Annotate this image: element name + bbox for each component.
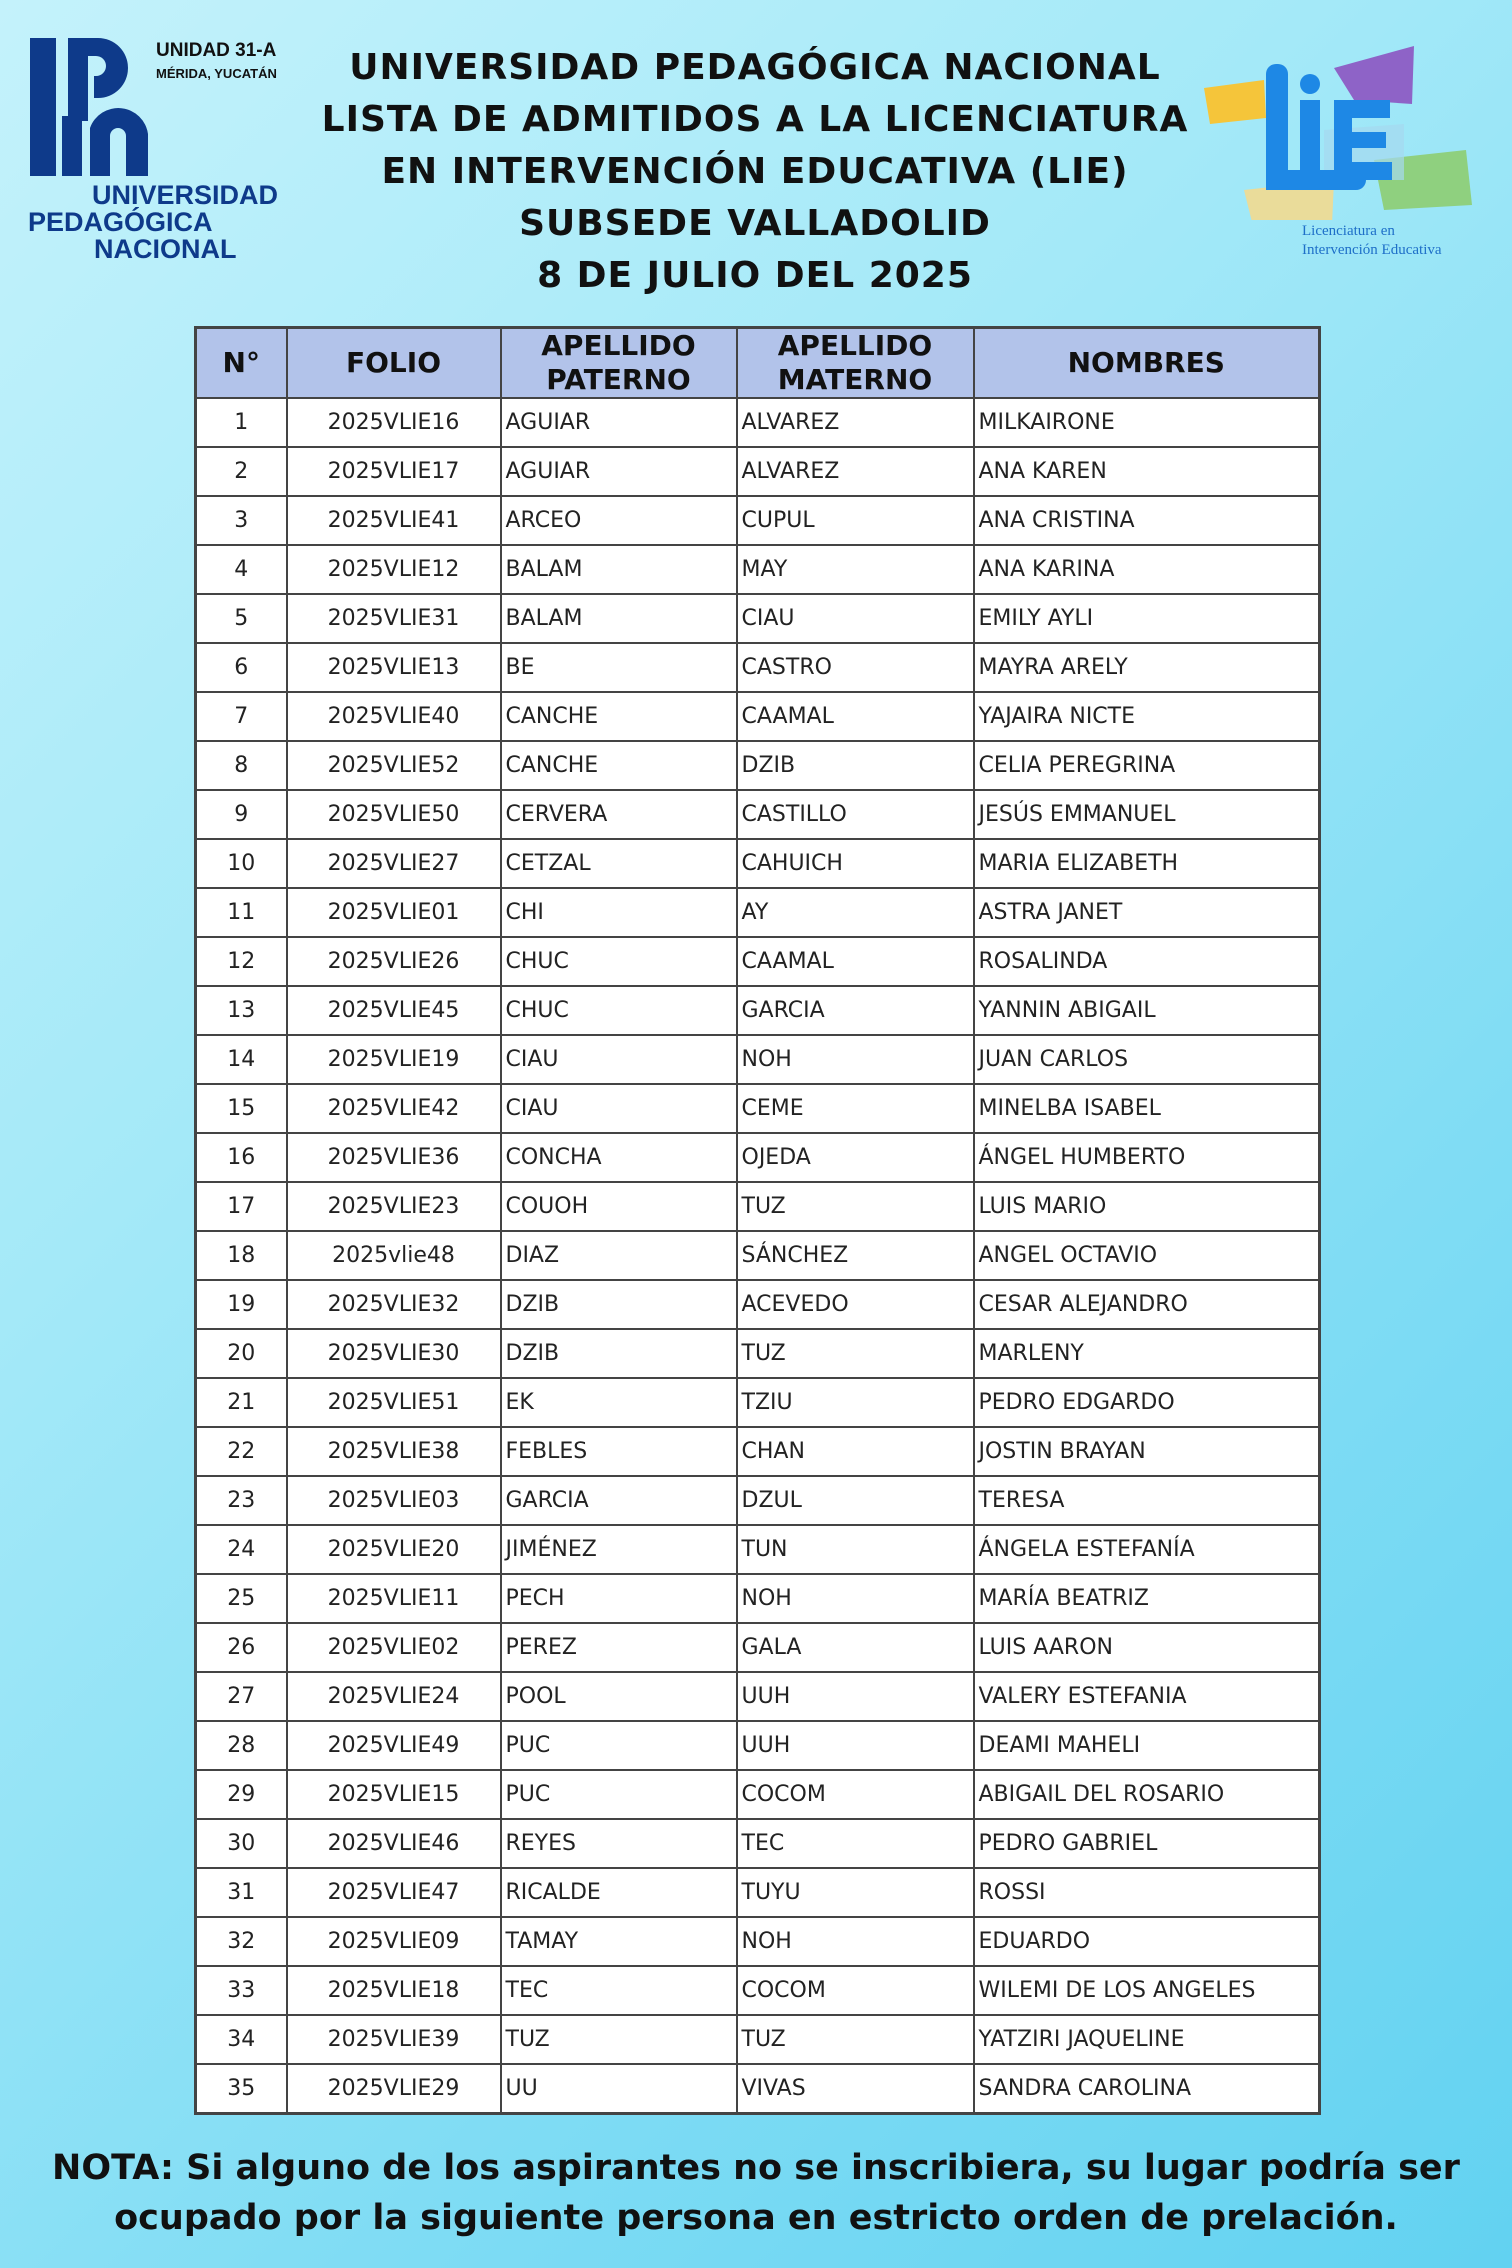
cell-number: 11 [196, 888, 287, 937]
cell-apellido-materno: GALA [737, 1623, 974, 1672]
cell-nombres: JOSTIN BRAYAN [974, 1427, 1320, 1476]
cell-apellido-materno: ALVAREZ [737, 447, 974, 496]
cell-apellido-paterno: AGUIAR [501, 447, 737, 496]
cell-folio: 2025VLIE09 [287, 1917, 501, 1966]
cell-apellido-paterno: PEREZ [501, 1623, 737, 1672]
table-row [196, 1084, 1320, 1133]
cell-number: 2 [196, 447, 287, 496]
upn-name-line: NACIONAL [94, 234, 237, 264]
cell-number: 3 [196, 496, 287, 545]
cell-apellido-materno: CASTRO [737, 643, 974, 692]
cell-folio: 2025VLIE38 [287, 1427, 501, 1476]
cell-number: 30 [196, 1819, 287, 1868]
table-row [196, 1231, 1320, 1280]
cell-nombres: PEDRO EDGARDO [974, 1378, 1320, 1427]
cell-folio: 2025VLIE36 [287, 1133, 501, 1182]
cell-nombres: ÁNGELA ESTEFANÍA [974, 1525, 1320, 1574]
cell-nombres: ÁNGEL HUMBERTO [974, 1133, 1320, 1182]
cell-folio: 2025VLIE41 [287, 496, 501, 545]
cell-apellido-paterno: JIMÉNEZ [501, 1525, 737, 1574]
cell-apellido-materno: CHAN [737, 1427, 974, 1476]
column-header-nombres: NOMBRES [974, 328, 1320, 399]
admitted-table [194, 326, 1321, 2115]
cell-number: 33 [196, 1966, 287, 2015]
cell-apellido-paterno: CHUC [501, 937, 737, 986]
table-row [196, 594, 1320, 643]
cell-nombres: ANA KARINA [974, 545, 1320, 594]
cell-nombres: VALERY ESTEFANIA [974, 1672, 1320, 1721]
table-row [196, 888, 1320, 937]
cell-number: 34 [196, 2015, 287, 2064]
cell-apellido-materno: NOH [737, 1917, 974, 1966]
cell-folio: 2025VLIE19 [287, 1035, 501, 1084]
cell-apellido-materno: TUYU [737, 1868, 974, 1917]
cell-number: 31 [196, 1868, 287, 1917]
column-header-apellido-paterno: APELLIDO PATERNO [501, 328, 737, 399]
cell-folio: 2025VLIE01 [287, 888, 501, 937]
cell-folio: 2025VLIE45 [287, 986, 501, 1035]
cell-apellido-materno: UUH [737, 1721, 974, 1770]
cell-folio: 2025VLIE24 [287, 1672, 501, 1721]
cell-apellido-materno: TUZ [737, 1182, 974, 1231]
cell-number: 12 [196, 937, 287, 986]
cell-folio: 2025VLIE02 [287, 1623, 501, 1672]
cell-folio: 2025VLIE20 [287, 1525, 501, 1574]
cell-apellido-paterno: CONCHA [501, 1133, 737, 1182]
footer-note [0, 2143, 1512, 2243]
cell-number: 23 [196, 1476, 287, 1525]
cell-apellido-paterno: CETZAL [501, 839, 737, 888]
table-row [196, 447, 1320, 496]
cell-apellido-paterno: CHI [501, 888, 737, 937]
cell-apellido-materno: NOH [737, 1574, 974, 1623]
cell-number: 7 [196, 692, 287, 741]
cell-folio: 2025VLIE32 [287, 1280, 501, 1329]
cell-apellido-paterno: TEC [501, 1966, 737, 2015]
cell-apellido-materno: CIAU [737, 594, 974, 643]
table-row [196, 692, 1320, 741]
cell-apellido-materno: NOH [737, 1035, 974, 1084]
upn-name-line: PEDAGÓGICA [28, 207, 213, 237]
cell-apellido-paterno: BALAM [501, 594, 737, 643]
note-line: NOTA: Si alguno de los aspirantes no se inscribiera, su lugar podría ser [52, 2148, 1460, 2188]
table-row [196, 1476, 1320, 1525]
cell-apellido-materno: COCOM [737, 1770, 974, 1819]
cell-folio: 2025VLIE42 [287, 1084, 501, 1133]
cell-folio: 2025VLIE13 [287, 643, 501, 692]
table-row [196, 398, 1320, 447]
cell-number: 6 [196, 643, 287, 692]
cell-apellido-materno: CUPUL [737, 496, 974, 545]
upn-unit-label: UNIDAD 31-A [156, 40, 277, 61]
cell-apellido-paterno: RICALDE [501, 1868, 737, 1917]
table-row [196, 2064, 1320, 2114]
cell-number: 14 [196, 1035, 287, 1084]
upn-name-line: UNIVERSIDAD [92, 180, 279, 210]
cell-folio: 2025VLIE39 [287, 2015, 501, 2064]
lie-logo-mark [1204, 40, 1474, 220]
cell-apellido-materno: GARCIA [737, 986, 974, 1035]
cell-nombres: ROSSI [974, 1868, 1320, 1917]
cell-number: 10 [196, 839, 287, 888]
cell-number: 21 [196, 1378, 287, 1427]
cell-apellido-paterno: COUOH [501, 1182, 737, 1231]
title-line: 8 DE JULIO DEL 2025 [537, 255, 973, 296]
cell-number: 13 [196, 986, 287, 1035]
cell-number: 16 [196, 1133, 287, 1182]
cell-apellido-paterno: DZIB [501, 1280, 737, 1329]
cell-nombres: JUAN CARLOS [974, 1035, 1320, 1084]
cell-nombres: EMILY AYLI [974, 594, 1320, 643]
page-title [300, 42, 1210, 302]
cell-apellido-paterno: GARCIA [501, 1476, 737, 1525]
cell-folio: 2025VLIE23 [287, 1182, 501, 1231]
cell-number: 29 [196, 1770, 287, 1819]
cell-folio: 2025VLIE50 [287, 790, 501, 839]
cell-apellido-materno: DZIB [737, 741, 974, 790]
cell-nombres: ANA CRISTINA [974, 496, 1320, 545]
cell-apellido-materno: TUZ [737, 1329, 974, 1378]
cell-apellido-materno: SÁNCHEZ [737, 1231, 974, 1280]
cell-number: 35 [196, 2064, 287, 2114]
title-line: LISTA DE ADMITIDOS A LA LICENCIATURA [321, 99, 1189, 140]
cell-nombres: ROSALINDA [974, 937, 1320, 986]
table-row [196, 986, 1320, 1035]
cell-apellido-paterno: UU [501, 2064, 737, 2114]
cell-apellido-materno: TEC [737, 1819, 974, 1868]
cell-nombres: DEAMI MAHELI [974, 1721, 1320, 1770]
cell-apellido-materno: VIVAS [737, 2064, 974, 2114]
cell-nombres: YAJAIRA NICTE [974, 692, 1320, 741]
cell-apellido-paterno: FEBLES [501, 1427, 737, 1476]
cell-number: 22 [196, 1427, 287, 1476]
table-row [196, 1574, 1320, 1623]
cell-folio: 2025vlie48 [287, 1231, 501, 1280]
cell-apellido-materno: CEME [737, 1084, 974, 1133]
table-row [196, 1721, 1320, 1770]
cell-nombres: WILEMI DE LOS ANGELES [974, 1966, 1320, 2015]
column-header-number: N° [196, 328, 287, 399]
cell-number: 1 [196, 398, 287, 447]
table-row [196, 1182, 1320, 1231]
cell-nombres: MINELBA ISABEL [974, 1084, 1320, 1133]
cell-apellido-materno: TUN [737, 1525, 974, 1574]
cell-nombres: LUIS AARON [974, 1623, 1320, 1672]
table-row [196, 741, 1320, 790]
cell-apellido-materno: ALVAREZ [737, 398, 974, 447]
cell-apellido-materno: MAY [737, 545, 974, 594]
table-row [196, 1672, 1320, 1721]
cell-number: 28 [196, 1721, 287, 1770]
table-row [196, 790, 1320, 839]
table-row [196, 1427, 1320, 1476]
table-row [196, 1819, 1320, 1868]
upn-city-label: MÉRIDA, YUCATÁN [156, 66, 277, 81]
cell-apellido-paterno: DZIB [501, 1329, 737, 1378]
cell-number: 17 [196, 1182, 287, 1231]
cell-folio: 2025VLIE40 [287, 692, 501, 741]
cell-nombres: MARLENY [974, 1329, 1320, 1378]
lie-caption: Licenciatura en [1302, 223, 1395, 239]
cell-folio: 2025VLIE15 [287, 1770, 501, 1819]
cell-apellido-paterno: CERVERA [501, 790, 737, 839]
table-row [196, 643, 1320, 692]
cell-nombres: MARIA ELIZABETH [974, 839, 1320, 888]
table-row [196, 1280, 1320, 1329]
cell-apellido-paterno: TUZ [501, 2015, 737, 2064]
note-line: ocupado por la siguiente persona en estricto orden de prelación. [114, 2198, 1398, 2238]
title-line: SUBSEDE VALLADOLID [519, 203, 991, 244]
table-row [196, 496, 1320, 545]
table-header-row [196, 328, 1320, 399]
cell-number: 27 [196, 1672, 287, 1721]
cell-folio: 2025VLIE47 [287, 1868, 501, 1917]
cell-folio: 2025VLIE31 [287, 594, 501, 643]
lie-logo [1204, 40, 1474, 270]
cell-nombres: ANA KAREN [974, 447, 1320, 496]
cell-apellido-paterno: CIAU [501, 1084, 737, 1133]
cell-nombres: LUIS MARIO [974, 1182, 1320, 1231]
cell-folio: 2025VLIE03 [287, 1476, 501, 1525]
cell-apellido-materno: AY [737, 888, 974, 937]
cell-apellido-materno: CAHUICH [737, 839, 974, 888]
table-row [196, 1917, 1320, 1966]
table-row [196, 1329, 1320, 1378]
cell-nombres: TERESA [974, 1476, 1320, 1525]
column-header-folio: FOLIO [287, 328, 501, 399]
cell-apellido-paterno: AGUIAR [501, 398, 737, 447]
cell-folio: 2025VLIE52 [287, 741, 501, 790]
cell-apellido-materno: OJEDA [737, 1133, 974, 1182]
cell-apellido-paterno: PECH [501, 1574, 737, 1623]
cell-apellido-paterno: PUC [501, 1721, 737, 1770]
cell-nombres: PEDRO GABRIEL [974, 1819, 1320, 1868]
cell-number: 4 [196, 545, 287, 594]
cell-apellido-paterno: CANCHE [501, 692, 737, 741]
cell-apellido-materno: CAAMAL [737, 937, 974, 986]
lie-caption: Intervención Educativa [1302, 242, 1442, 258]
cell-number: 5 [196, 594, 287, 643]
cell-apellido-paterno: CANCHE [501, 741, 737, 790]
table-row [196, 1770, 1320, 1819]
cell-number: 20 [196, 1329, 287, 1378]
table-row [196, 1378, 1320, 1427]
cell-apellido-paterno: DIAZ [501, 1231, 737, 1280]
cell-folio: 2025VLIE27 [287, 839, 501, 888]
cell-number: 9 [196, 790, 287, 839]
cell-folio: 2025VLIE30 [287, 1329, 501, 1378]
cell-apellido-paterno: ARCEO [501, 496, 737, 545]
cell-nombres: MARÍA BEATRIZ [974, 1574, 1320, 1623]
cell-nombres: SANDRA CAROLINA [974, 2064, 1320, 2114]
cell-apellido-paterno: POOL [501, 1672, 737, 1721]
title-line: UNIVERSIDAD PEDAGÓGICA NACIONAL [349, 47, 1161, 88]
cell-folio: 2025VLIE17 [287, 447, 501, 496]
cell-nombres: ANGEL OCTAVIO [974, 1231, 1320, 1280]
table-row [196, 1868, 1320, 1917]
cell-folio: 2025VLIE18 [287, 1966, 501, 2015]
cell-apellido-materno: TZIU [737, 1378, 974, 1427]
cell-folio: 2025VLIE16 [287, 398, 501, 447]
cell-number: 26 [196, 1623, 287, 1672]
cell-apellido-paterno: CIAU [501, 1035, 737, 1084]
cell-folio: 2025VLIE46 [287, 1819, 501, 1868]
table-row [196, 1035, 1320, 1084]
cell-nombres: MILKAIRONE [974, 398, 1320, 447]
cell-number: 19 [196, 1280, 287, 1329]
cell-apellido-materno: ACEVEDO [737, 1280, 974, 1329]
cell-nombres: EDUARDO [974, 1917, 1320, 1966]
column-header-apellido-materno: APELLIDO MATERNO [737, 328, 974, 399]
cell-nombres: ABIGAIL DEL ROSARIO [974, 1770, 1320, 1819]
cell-number: 25 [196, 1574, 287, 1623]
cell-folio: 2025VLIE29 [287, 2064, 501, 2114]
cell-number: 24 [196, 1525, 287, 1574]
cell-apellido-paterno: TAMAY [501, 1917, 737, 1966]
cell-folio: 2025VLIE49 [287, 1721, 501, 1770]
table-row [196, 839, 1320, 888]
table-row [196, 545, 1320, 594]
cell-folio: 2025VLIE12 [287, 545, 501, 594]
cell-apellido-materno: UUH [737, 1672, 974, 1721]
table-row [196, 1133, 1320, 1182]
upn-logo [26, 38, 286, 268]
cell-nombres: MAYRA ARELY [974, 643, 1320, 692]
cell-nombres: JESÚS EMMANUEL [974, 790, 1320, 839]
table-row [196, 1966, 1320, 2015]
cell-apellido-paterno: CHUC [501, 986, 737, 1035]
title-line: EN INTERVENCIÓN EDUCATIVA (LIE) [381, 151, 1129, 192]
cell-folio: 2025VLIE26 [287, 937, 501, 986]
cell-nombres: YATZIRI JAQUELINE [974, 2015, 1320, 2064]
cell-number: 8 [196, 741, 287, 790]
cell-apellido-paterno: REYES [501, 1819, 737, 1868]
table-row [196, 1525, 1320, 1574]
cell-nombres: CESAR ALEJANDRO [974, 1280, 1320, 1329]
cell-nombres: CELIA PEREGRINA [974, 741, 1320, 790]
cell-nombres: ASTRA JANET [974, 888, 1320, 937]
table-row [196, 1623, 1320, 1672]
cell-apellido-materno: CASTILLO [737, 790, 974, 839]
cell-number: 15 [196, 1084, 287, 1133]
cell-apellido-materno: TUZ [737, 2015, 974, 2064]
cell-number: 32 [196, 1917, 287, 1966]
cell-apellido-paterno: BE [501, 643, 737, 692]
cell-apellido-materno: CAAMAL [737, 692, 974, 741]
cell-apellido-paterno: BALAM [501, 545, 737, 594]
cell-apellido-paterno: PUC [501, 1770, 737, 1819]
cell-folio: 2025VLIE11 [287, 1574, 501, 1623]
table-row [196, 2015, 1320, 2064]
cell-folio: 2025VLIE51 [287, 1378, 501, 1427]
cell-apellido-paterno: EK [501, 1378, 737, 1427]
cell-number: 18 [196, 1231, 287, 1280]
table-row [196, 937, 1320, 986]
cell-nombres: YANNIN ABIGAIL [974, 986, 1320, 1035]
cell-apellido-materno: COCOM [737, 1966, 974, 2015]
cell-apellido-materno: DZUL [737, 1476, 974, 1525]
